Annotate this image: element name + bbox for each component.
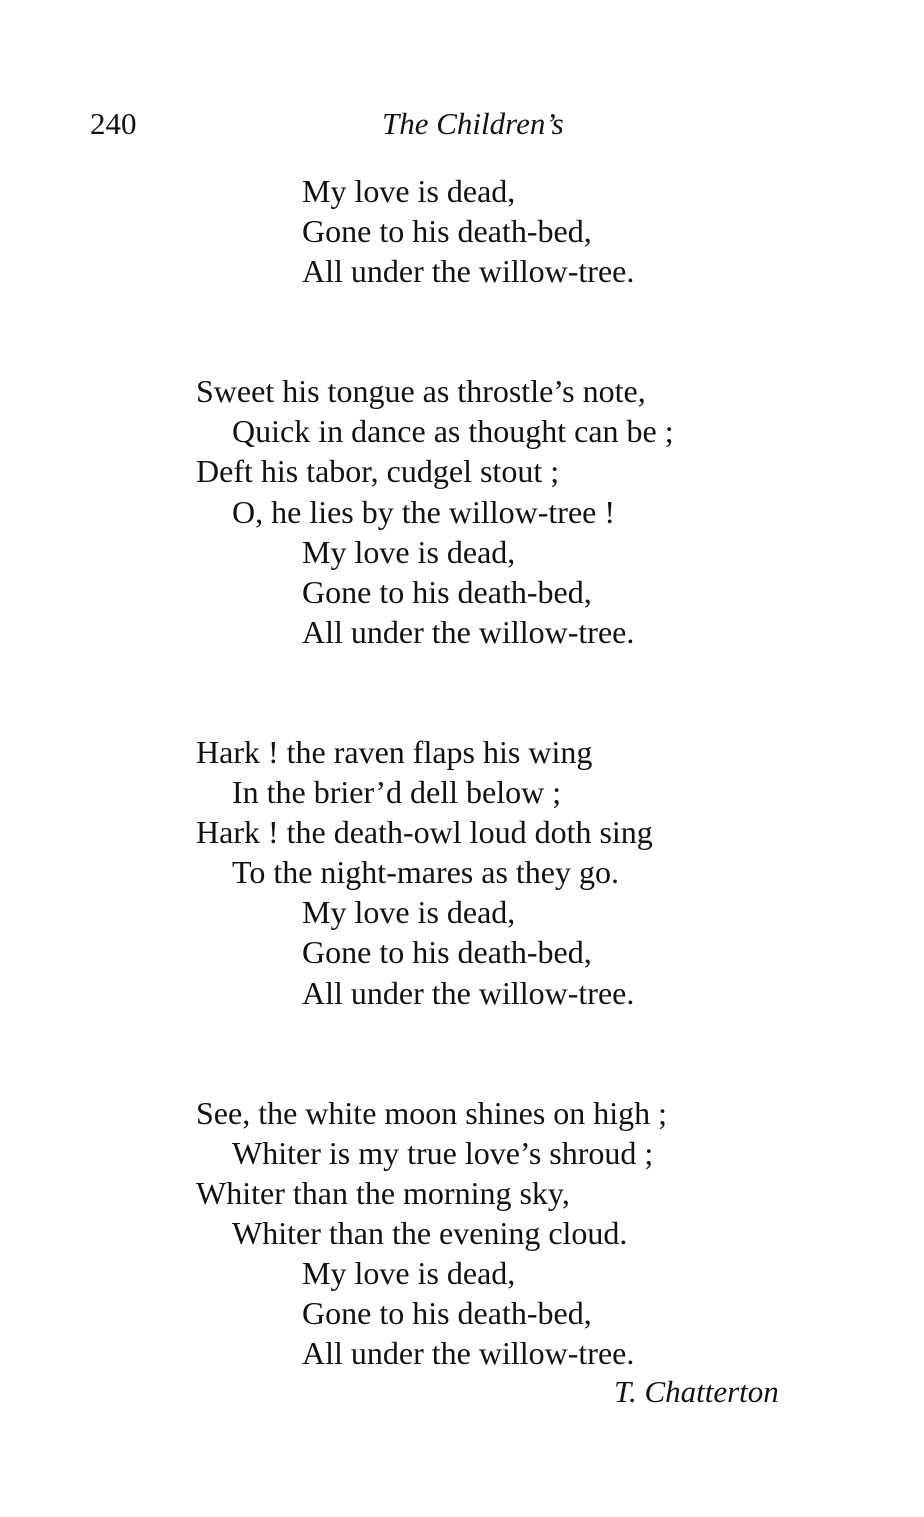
poem-line: See, the white moon shines on high ; [196, 1094, 668, 1131]
stanza-gap [196, 291, 876, 371]
poem-line: O, he lies by the willow-tree ! [232, 493, 615, 530]
running-head-title: The Children’s [382, 106, 564, 141]
stanza [196, 371, 876, 652]
stanza [196, 732, 876, 1013]
poem-line: Whiter than the morning sky, [196, 1174, 570, 1211]
poem-line: Deft his tabor, cudgel stout ; [196, 453, 560, 490]
poem-line: Hark ! the death-owl loud doth sing [196, 814, 653, 851]
poem-line: Hark ! the raven flaps his wing [196, 733, 593, 770]
poem-line: Whiter than the evening cloud. [232, 1214, 628, 1251]
poem-line: Quick in dance as thought can be ; [232, 413, 674, 450]
stanza-gap [196, 1013, 876, 1093]
poem-line: Gone to his death-bed, [302, 573, 592, 610]
poem-line: My love is dead, [302, 1254, 516, 1291]
stanza [196, 1093, 876, 1374]
poem-line: Gone to his death-bed, [302, 213, 592, 250]
poem-line: To the night-mares as they go. [232, 854, 619, 891]
poem-line: All under the willow-tree. [302, 974, 635, 1011]
poem-body [196, 171, 876, 1373]
poem-line: My love is dead, [302, 533, 516, 570]
poem-line: Whiter is my true love’s shroud ; [232, 1134, 654, 1171]
poem-line: My love is dead, [302, 894, 516, 931]
poem-line: My love is dead, [302, 173, 516, 209]
poem-line: All under the willow-tree. [302, 613, 635, 650]
poem-line: Gone to his death-bed, [302, 1295, 592, 1332]
poem-line: In the brier’d dell below ; [232, 774, 562, 811]
poem-line: Gone to his death-bed, [302, 934, 592, 971]
poem-line: Sweet his tongue as throstle’s note, [196, 373, 646, 410]
poem-line: All under the willow-tree. [302, 1335, 635, 1372]
stanza [196, 171, 876, 291]
poem-line: All under the willow-tree. [302, 253, 635, 290]
poem-attribution: T. Chatterton [614, 1374, 779, 1409]
page-number: 240 [90, 106, 137, 141]
stanza-gap [196, 652, 876, 732]
